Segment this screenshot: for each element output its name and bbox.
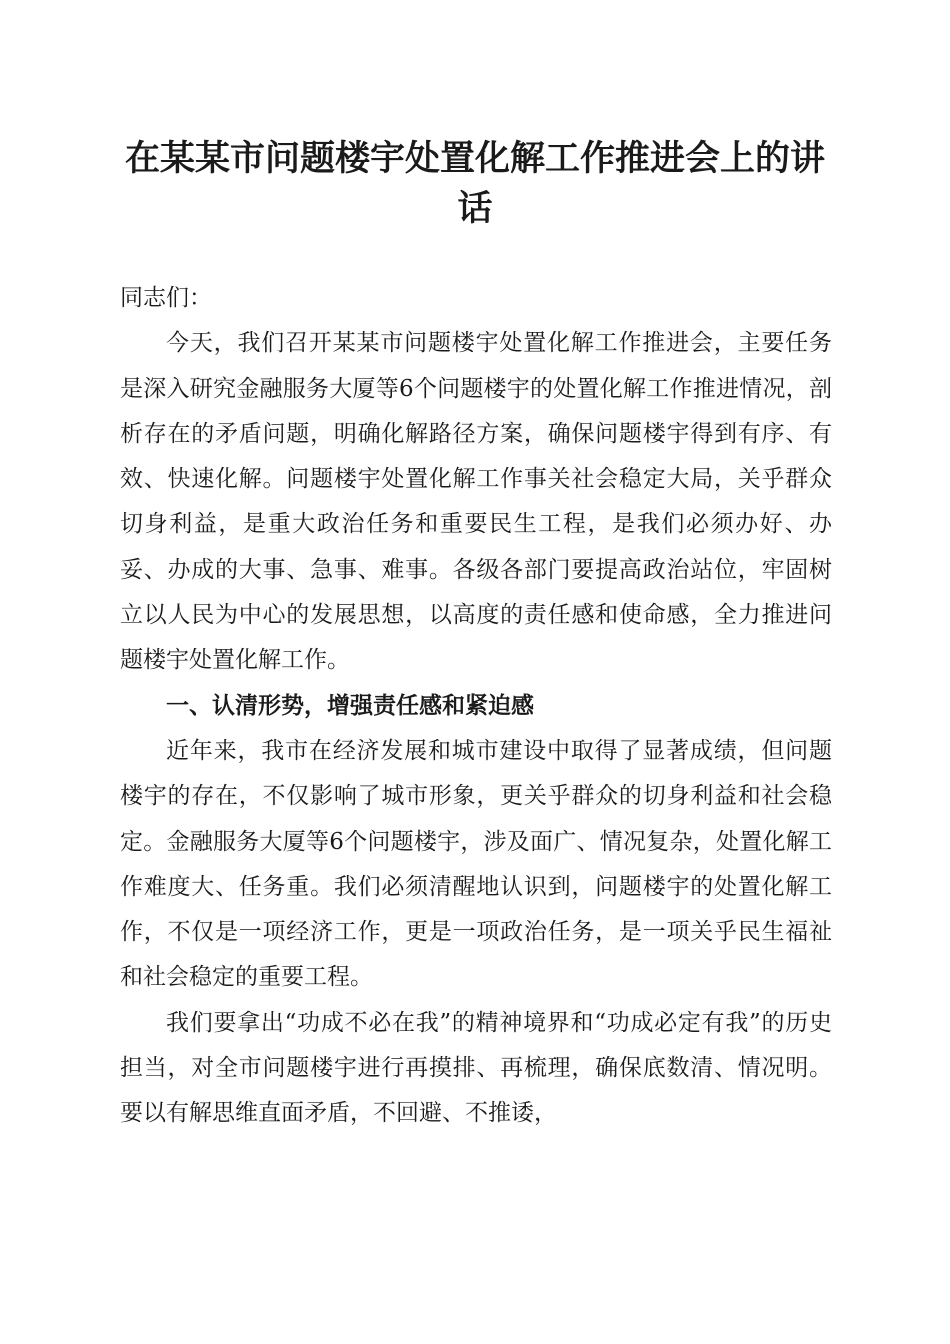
salutation: 同志们：: [120, 285, 212, 311]
section-heading: 一、认清形势，增强责任感和紧迫感: [166, 692, 534, 719]
document-body: [120, 276, 832, 1137]
paragraph-intro: 今天，我们召开某某市问题楼宇处置化解工作推进会，主要任务是深入研究金融服务大厦等6个问题楼宇的处置化解工作推进情况，剖析存在的矛盾问题，明确化解路径方案，确保问题楼宇得到有序、有效、快速化解。问题楼宇处置化解工作事关社会稳定大局，关乎群众切身利益，是重大政治任务和重要民生工程，是我们必须办好、办妥、办成的大事、急事、难事。各级各部门要提高政治站位，牢固树立以人民为中心的发展思想，以高度的责任感和使命感，全力推进问题楼宇处置化解工作。: [120, 330, 832, 674]
document-title: 在某某市问题楼宇处置化解工作推进会上的讲话: [124, 138, 825, 229]
paragraph-responsibility: 我们要拿出“功成不必在我”的精神境界和“功成必定有我”的历史担当，对全市问题楼宇进行再摸排、再梳理，确保底数清、情况明。要以有解思维直面矛盾，不回避、不推诿，: [120, 1009, 832, 1127]
paragraph-situation: 近年来，我市在经济发展和城市建设中取得了显著成绩，但问题楼宇的存在，不仅影响了城市形象，更关乎群众的切身利益和社会稳定。金融服务大厦等6个问题楼宇，涉及面广、情况复杂，处置化解工作难度大、任务重。我们必须清醒地认识到，问题楼宇的处置化解工作，不仅是一项经济工作，更是一项政治任务，是一项关乎民生福祉和社会稳定的重要工程。: [120, 737, 832, 991]
